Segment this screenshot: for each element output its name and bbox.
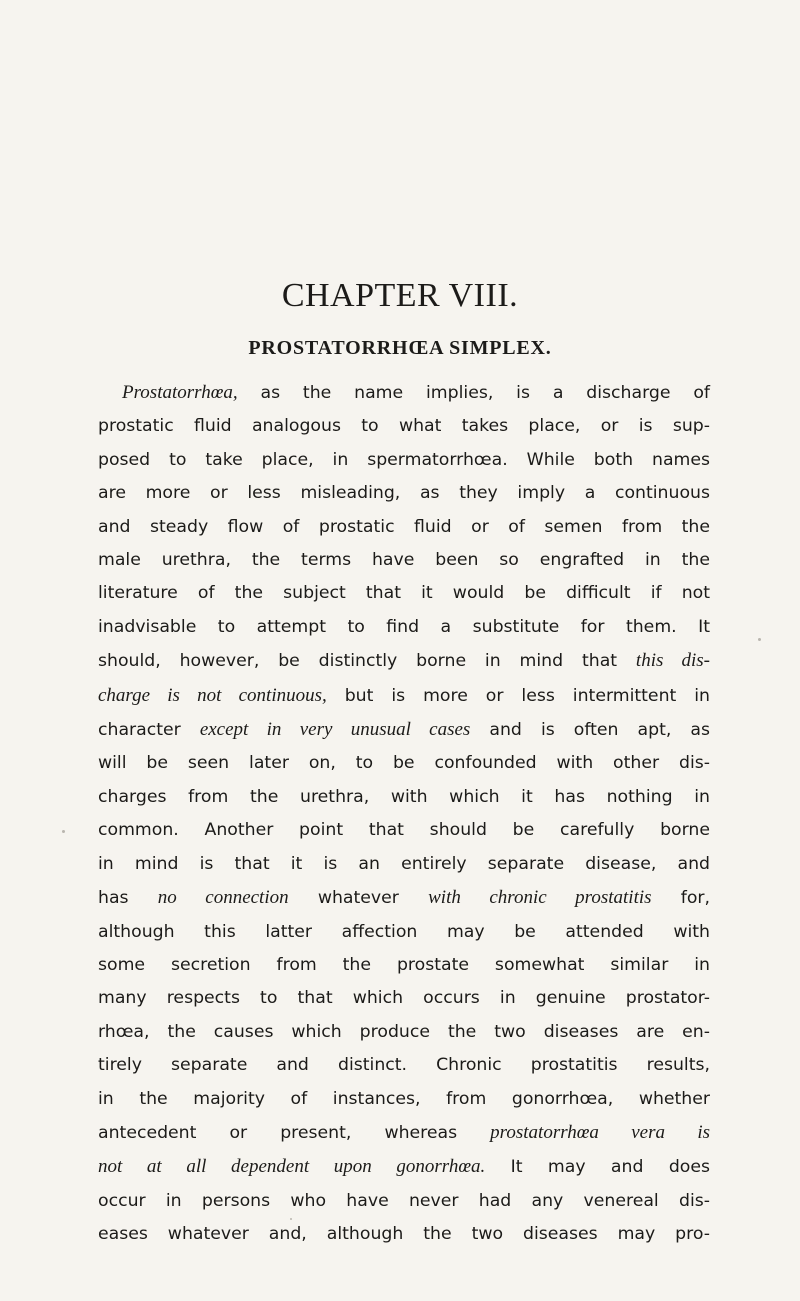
text-run: male urethra, the terms have been so engrafted in the xyxy=(98,550,710,571)
text-run: whatever xyxy=(288,888,429,909)
italic-text: except in very unusual cases xyxy=(199,719,471,741)
text-run: tirely separate and distinct. Chronic prostatitis results, xyxy=(98,1055,710,1076)
text-line xyxy=(98,814,710,847)
text-line xyxy=(98,982,710,1015)
text-run: inadvisable to attempt to find a substitute for them. It xyxy=(98,616,710,637)
text-line xyxy=(98,410,710,443)
text-run: common. Another point that should be carefully borne xyxy=(98,820,710,841)
text-run: rhœa, the causes which produce the two diseases are en- xyxy=(98,1021,710,1042)
italic-text: prostatorrhœa vera is xyxy=(490,1121,710,1143)
text-line xyxy=(98,611,710,644)
text-run: prostatic fluid analogous to what takes place, or is sup- xyxy=(98,416,710,437)
text-run: but is more or less intermittent in xyxy=(326,685,710,706)
text-line xyxy=(98,376,710,410)
text-line xyxy=(98,916,710,949)
text-line xyxy=(98,747,710,780)
text-run: posed to take place, in spermatorrhœa. While both names xyxy=(98,449,710,470)
italic-text: not at all dependent upon gonorrhœa. xyxy=(98,1156,486,1178)
text-run: will be seen later on, to be confounded with other dis- xyxy=(98,753,710,774)
text-line xyxy=(98,1049,710,1082)
text-run: and is often apt, as xyxy=(470,720,711,741)
paper-speck xyxy=(290,1218,292,1220)
paper-speck xyxy=(62,830,65,833)
text-run: although this latter affection may be attended with xyxy=(98,921,710,942)
body-paragraph xyxy=(98,376,710,1252)
paper-speck xyxy=(758,638,761,641)
text-line xyxy=(98,644,710,678)
text-run: eases whatever and, although the two diseases may pro- xyxy=(98,1224,710,1245)
text-run: many respects to that which occurs in genuine prostator- xyxy=(98,988,710,1009)
text-line xyxy=(98,544,710,577)
text-line xyxy=(98,1083,710,1116)
text-line xyxy=(98,1185,710,1218)
text-line xyxy=(98,713,710,747)
text-line xyxy=(98,1218,710,1251)
text-run: for, xyxy=(651,888,711,909)
text-run: charges from the urethra, with which it has nothing in xyxy=(98,786,710,807)
text-run: some secretion from the prostate somewhat similar in xyxy=(98,954,710,975)
italic-text: this dis- xyxy=(635,650,710,672)
italic-text: Prostatorrhœa, xyxy=(122,382,238,403)
text-run: as the name implies, is a discharge of xyxy=(237,383,710,403)
text-run: It may and does xyxy=(485,1157,711,1178)
text-run: are more or less misleading, as they imply a continuous xyxy=(98,483,710,504)
text-line xyxy=(98,848,710,881)
text-line xyxy=(98,1016,710,1049)
italic-text: charge is not continuous, xyxy=(98,684,327,706)
text-line xyxy=(98,477,710,510)
text-line xyxy=(98,679,710,713)
section-title: PROSTATORRHŒA SIMPLEX. xyxy=(248,337,552,359)
italic-text: with chronic prostatitis xyxy=(428,887,652,909)
text-run: should, however, be distinctly borne in mind that xyxy=(98,651,636,672)
text-line xyxy=(98,1116,710,1150)
text-line xyxy=(98,1150,710,1184)
text-run: antecedent or present, whereas xyxy=(98,1122,491,1143)
text-line xyxy=(98,444,710,477)
text-line xyxy=(98,511,710,544)
chapter-title: CHAPTER VIII. xyxy=(281,277,519,314)
text-run: character xyxy=(98,720,200,741)
text-line xyxy=(98,781,710,814)
text-line xyxy=(98,881,710,915)
italic-text: no connection xyxy=(157,887,289,909)
text-run: in mind is that it is an entirely separate disease, and xyxy=(98,853,710,874)
text-run: in the majority of instances, from gonorrhœa, whether xyxy=(98,1088,710,1109)
text-run: and steady flow of prostatic fluid or of semen from the xyxy=(98,516,710,537)
text-line xyxy=(98,577,710,610)
text-run: literature of the subject that it would be difficult if not xyxy=(98,583,710,604)
text-line xyxy=(98,949,710,982)
text-run: occur in persons who have never had any venereal dis- xyxy=(98,1190,710,1211)
text-run: has xyxy=(98,888,158,909)
